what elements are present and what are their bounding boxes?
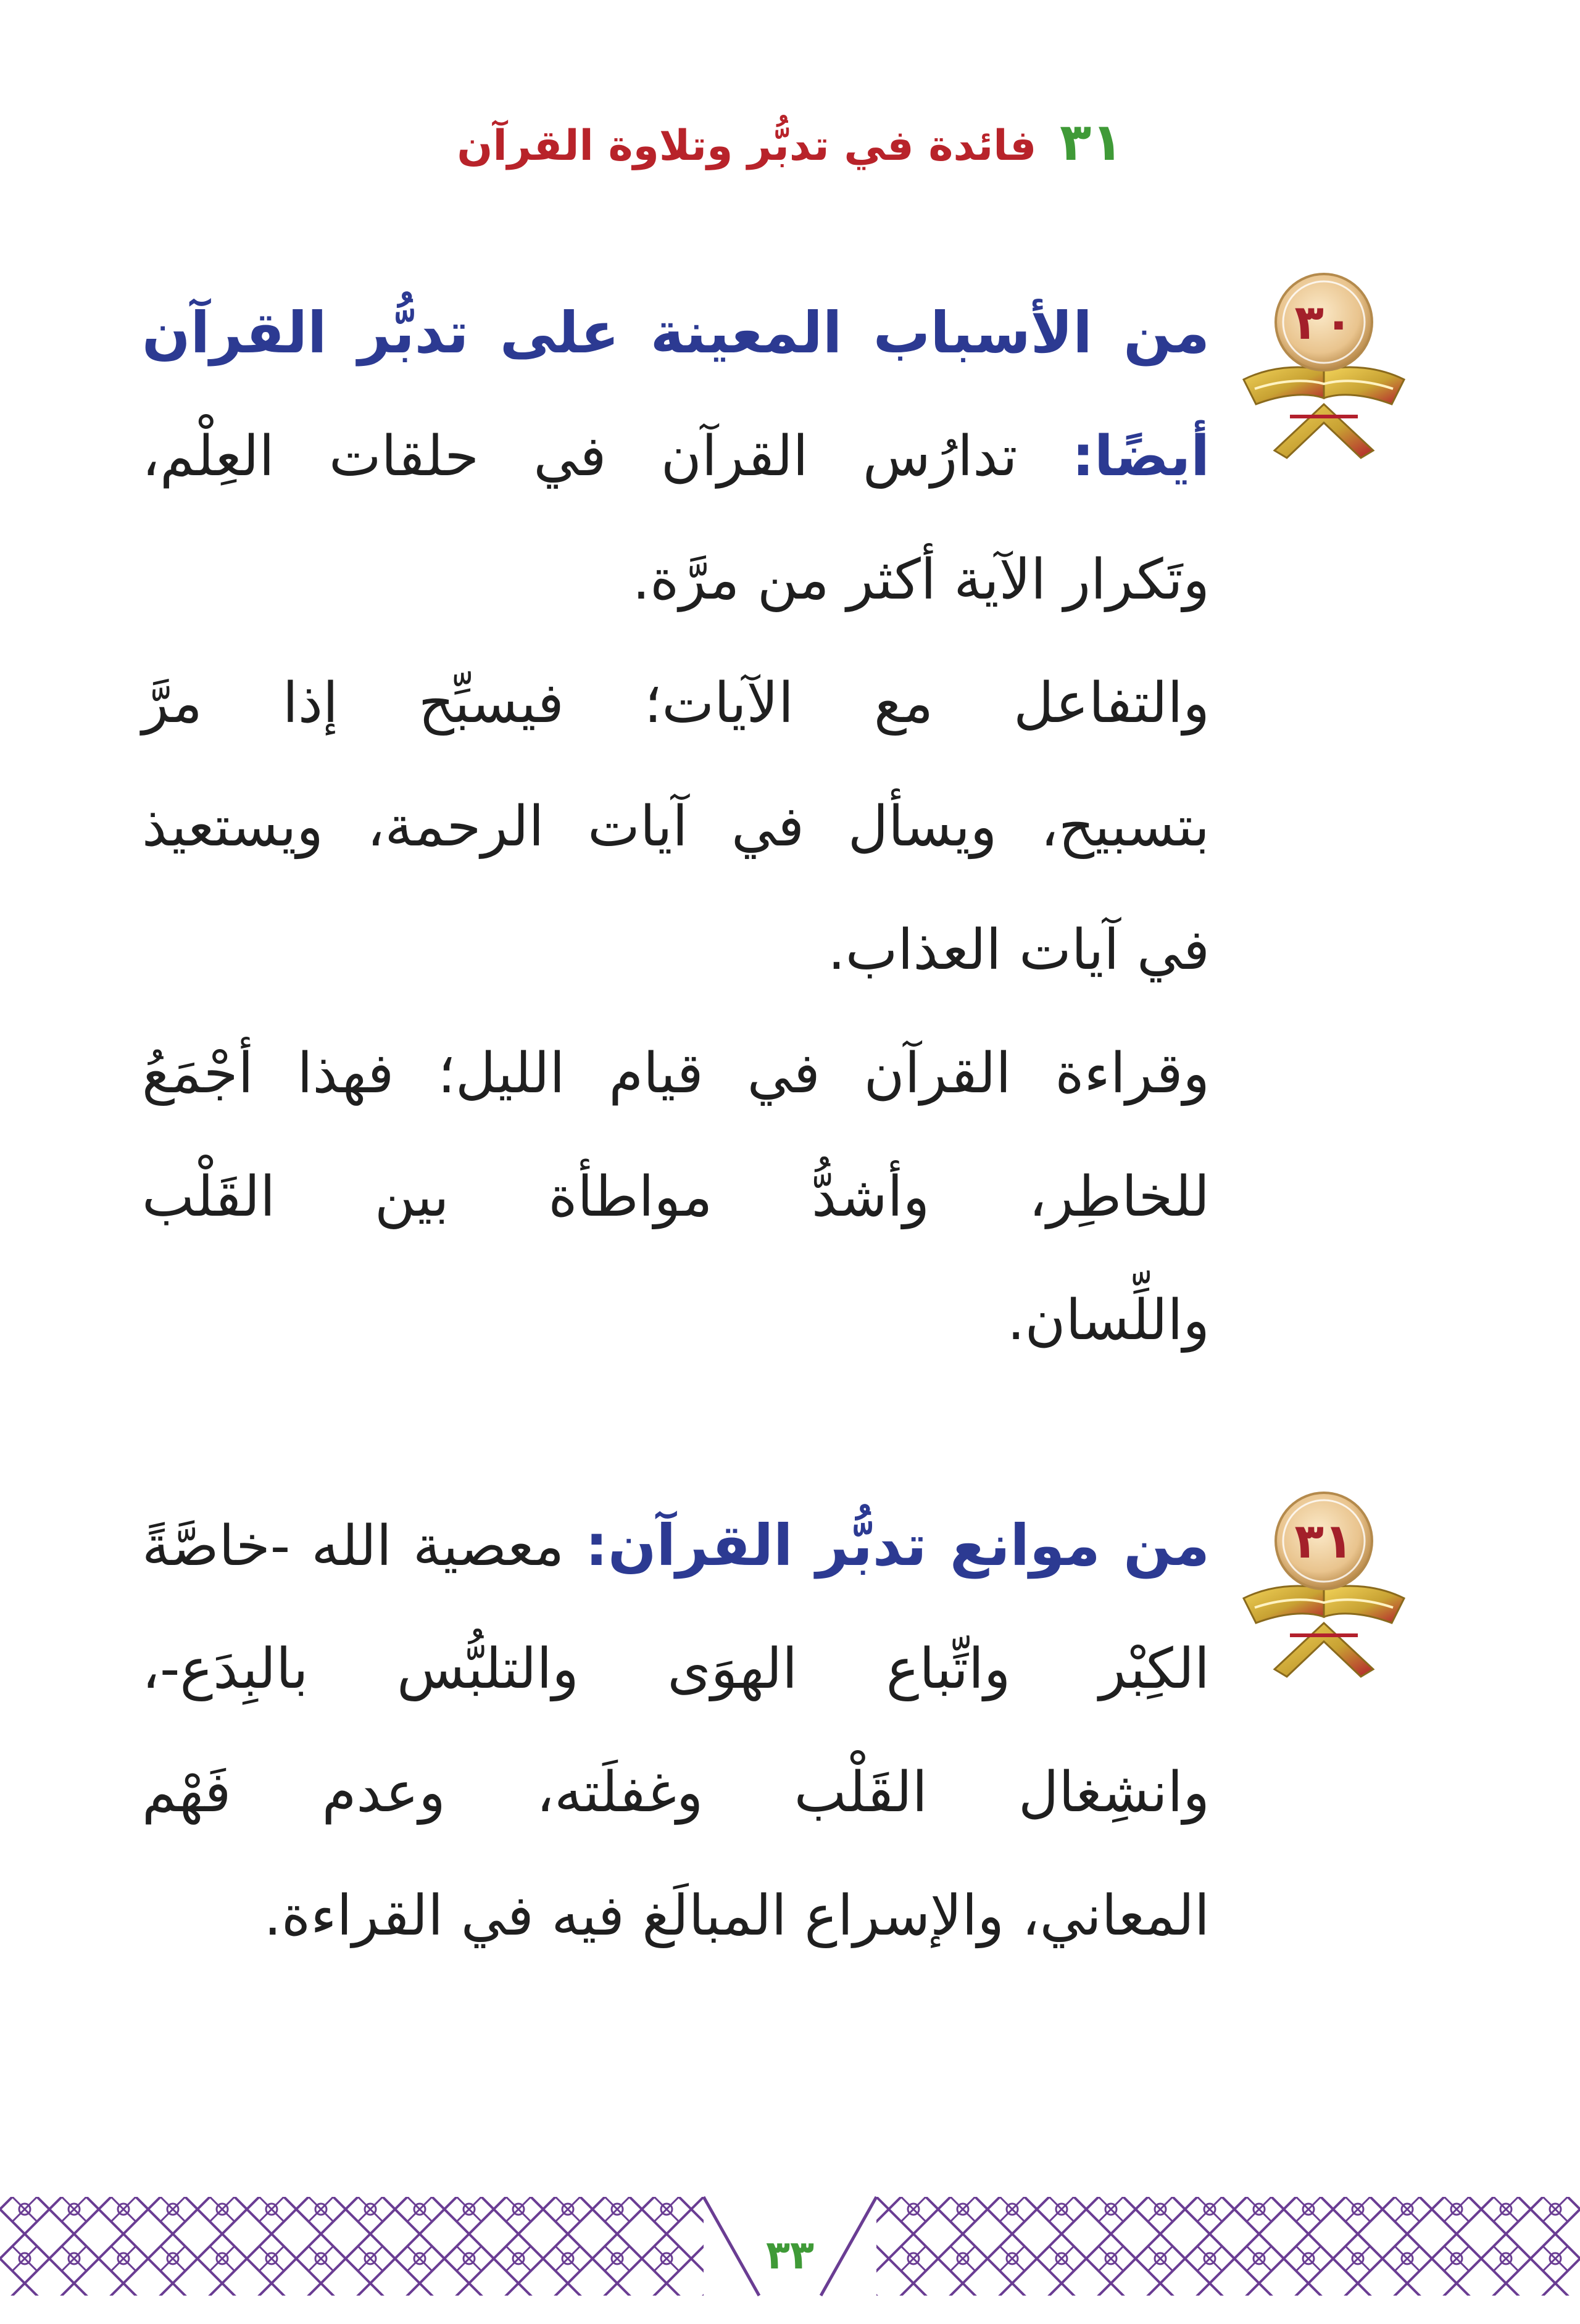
page-number: ٣٣ <box>765 2233 815 2278</box>
benefit-emblem-30 <box>1231 265 1416 469</box>
benefit-number-31: ٣١ <box>1294 1514 1353 1569</box>
footer-lattice-left <box>876 2197 1580 2296</box>
section-heading-30: من الأسباب المعينة على تدبُّر القرآن <box>142 300 1210 366</box>
benefit-emblem-31 <box>1231 1484 1416 1688</box>
running-header-number: ٣١ <box>1060 112 1123 172</box>
text-line: واللِّسان. <box>1007 1288 1210 1353</box>
text-line <box>142 1484 1210 1608</box>
text-line: بتسبيح، ويسأل في آيات الرحمة، ويستعيذ <box>142 794 1210 859</box>
text-line <box>142 395 1210 518</box>
text-line: المعاني، والإسراع المبالَغ فيه في القراءة. <box>264 1883 1210 1948</box>
benefit-number-30: ٣٠ <box>1294 295 1353 351</box>
running-header <box>0 108 1580 180</box>
book-stand-shape <box>1274 404 1373 458</box>
text-line: للخاطِر، وأشدُّ مواطأة بين القَلْب <box>142 1164 1210 1229</box>
text-line: الكِبْر واتِّباع الهوَى والتلبُّس بالبِدَع-، <box>142 1637 1210 1701</box>
benefit-section-31 <box>142 1484 1210 1978</box>
text-line: وتَكرار الآية أكثر من مرَّة. <box>632 547 1210 612</box>
text-line: والتفاعل مع الآيات؛ فيسبِّح إذا مرَّ <box>142 671 1210 736</box>
section-lead-31: من موانع تدبُّر القرآن: <box>585 1513 1210 1579</box>
section-lead-30: أيضًا: <box>1071 424 1210 489</box>
benefit-section-30 <box>142 272 1210 1382</box>
footer-lattice-right <box>0 2197 704 2296</box>
text-line-content: معصية الله -خاصَّةً <box>142 1514 565 1579</box>
running-header-title: فائدة في تدبُّر وتلاوة القرآن <box>457 122 1037 170</box>
book-pages-shape <box>1244 367 1404 404</box>
book-stand-shape <box>1274 1623 1373 1677</box>
book-pages-shape <box>1244 1586 1404 1623</box>
text-line-content: تدارُس القرآن في حلقات العِلْم، <box>142 424 1018 489</box>
text-line: في آيات العذاب. <box>828 918 1210 982</box>
text-line: وقراءة القرآن في قيام الليل؛ فهذا أجْمَعُ <box>142 1041 1210 1106</box>
text-line: وانشِغال القَلْب وغفلَته، وعدم فَهْم <box>142 1760 1210 1825</box>
